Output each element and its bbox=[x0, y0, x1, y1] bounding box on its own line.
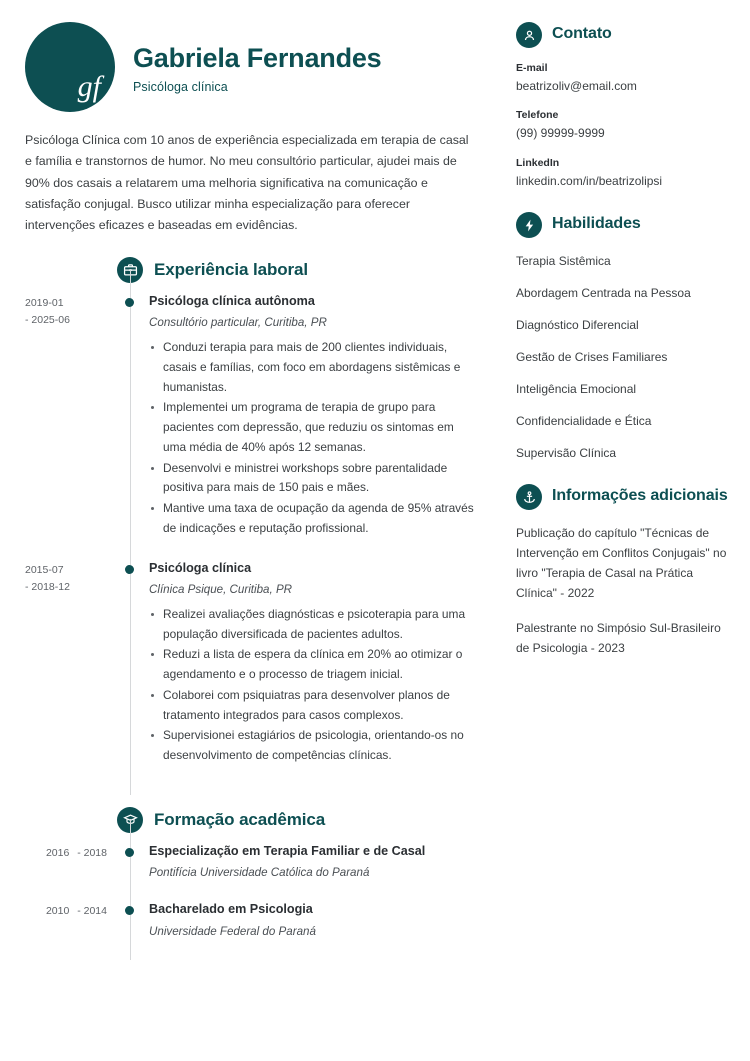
timeline-dot bbox=[125, 565, 134, 574]
experience-organization: Consultório particular, Curitiba, PR bbox=[149, 316, 327, 329]
skills-section-title: Habilidades bbox=[552, 215, 641, 233]
name-block bbox=[133, 40, 382, 95]
date-start: 2010 bbox=[45, 905, 70, 918]
date-start: 2016 bbox=[45, 846, 70, 859]
experience-item-body bbox=[107, 293, 478, 540]
avatar bbox=[25, 22, 115, 112]
profile-job-title: Psicóloga clínica bbox=[133, 80, 228, 95]
list-item: Inteligência Emocional bbox=[516, 382, 637, 397]
skills-section-header bbox=[516, 212, 728, 238]
list-item: Publicação do capítulo "Técnicas de Intervenção em Conflitos Conjugais" no livro "Terapia de Casal na Prática Clínica" - 2022 bbox=[516, 526, 727, 600]
education-item-dates bbox=[25, 901, 107, 937]
profile-summary: Psicóloga Clínica com 10 anos de experiência especializada em terapia de casal e família e transtornos de humor. No meu consultório particular, ajudei mais de 90% dos casais a relatarem uma melhoria significativa na comunicação e satisfação conjugal. Busco utilizar minha especialização para oferecer intervenções eficazes e baseadas em evidências. bbox=[25, 133, 469, 233]
list-item: Mantive uma taxa de ocupação da agenda de 95% através de indicações e reputação profissional. bbox=[149, 499, 478, 539]
experience-bullet-list bbox=[149, 338, 478, 539]
resume-header bbox=[25, 22, 478, 112]
list-item: Supervisionei estagiários de psicologia, orientando-os no desenvolvimento de competências clínicas. bbox=[149, 726, 478, 766]
contact-value[interactable]: (99) 99999-9999 bbox=[516, 126, 605, 141]
contact-field-email bbox=[516, 62, 728, 95]
additional-info-section-title: Informações adicionais bbox=[552, 487, 728, 505]
list-item: Implementei um programa de terapia de grupo para pacientes com depressão, que reduziu os sintomas em uma média de 40% após 12 semanas. bbox=[149, 398, 478, 457]
list-item: Reduzi a lista de espera da clínica em 20% ao otimizar o agendamento e o processo de triagem inicial. bbox=[149, 645, 478, 685]
education-item-body bbox=[107, 901, 478, 937]
date-start: 2015-07 bbox=[25, 563, 64, 576]
list-item: Palestrante no Simpósio Sul-Brasileiro de Psicologia - 2023 bbox=[516, 620, 721, 655]
contact-field-linkedin bbox=[516, 157, 728, 190]
contact-field-phone bbox=[516, 109, 728, 142]
list-item: Desenvolvi e ministrei workshops sobre parentalidade positiva para mais de 150 pais e mães. bbox=[149, 459, 478, 499]
timeline-dot bbox=[125, 848, 134, 857]
list-item: Supervisão Clínica bbox=[516, 446, 617, 461]
education-item bbox=[25, 901, 478, 959]
education-section-header bbox=[117, 807, 478, 833]
additional-info-section-header bbox=[516, 484, 728, 510]
experience-item bbox=[25, 293, 478, 554]
skills-section bbox=[516, 212, 728, 462]
avatar-monogram: gf bbox=[77, 70, 101, 103]
contact-label: Telefone bbox=[516, 109, 559, 122]
education-school: Pontifícia Universidade Católica do Paraná bbox=[149, 866, 370, 880]
contact-value[interactable]: beatrizoliv@email.com bbox=[516, 79, 637, 93]
experience-item bbox=[25, 560, 478, 781]
anchor-icon bbox=[516, 484, 542, 510]
education-item-body bbox=[107, 843, 478, 879]
list-item: Abordagem Centrada na Pessoa bbox=[516, 286, 691, 301]
date-start: 2019-01 bbox=[25, 296, 64, 309]
education-degree: Bacharelado em Psicologia bbox=[149, 902, 313, 917]
experience-item-dates bbox=[25, 560, 107, 767]
list-item: Confidencialidade e Ética bbox=[516, 414, 652, 429]
list-item: Diagnóstico Diferencial bbox=[516, 318, 639, 333]
person-icon bbox=[516, 22, 542, 48]
date-end: - 2025-06 bbox=[25, 313, 70, 326]
experience-organization: Clínica Psique, Curitiba, PR bbox=[149, 582, 293, 596]
experience-item-body bbox=[107, 560, 478, 767]
date-end: - 2018 bbox=[77, 846, 107, 859]
education-item bbox=[25, 843, 478, 901]
education-section-title: Formação acadêmica bbox=[154, 809, 326, 829]
education-item-dates bbox=[25, 843, 107, 879]
contact-label: LinkedIn bbox=[516, 156, 560, 169]
education-timeline bbox=[25, 843, 478, 960]
experience-timeline bbox=[25, 293, 478, 781]
sidebar bbox=[500, 0, 750, 1061]
experience-section-header bbox=[117, 257, 478, 283]
date-end: - 2018-12 bbox=[25, 580, 70, 593]
page-title: Gabriela Fernandes bbox=[133, 42, 382, 73]
list-item: Terapia Sistêmica bbox=[516, 254, 611, 269]
list-item: Gestão de Crises Familiares bbox=[516, 350, 668, 365]
date-end: - 2014 bbox=[77, 905, 107, 918]
timeline-dot bbox=[125, 298, 134, 307]
additional-info-section bbox=[516, 484, 728, 658]
experience-role: Psicóloga clínica bbox=[149, 560, 252, 575]
contact-value[interactable]: linkedin.com/in/beatrizolipsi bbox=[516, 173, 663, 188]
list-item: Realizei avaliações diagnósticas e psicoterapia para uma população diversificada de pacientes adultos. bbox=[149, 605, 478, 645]
contact-section-header bbox=[516, 22, 728, 48]
experience-role: Psicóloga clínica autônoma bbox=[149, 293, 315, 308]
education-degree: Especialização em Terapia Familiar e de Casal bbox=[149, 843, 426, 858]
contact-section-title: Contato bbox=[552, 25, 612, 42]
experience-bullet-list bbox=[149, 605, 478, 766]
experience-section-title: Experiência laboral bbox=[154, 259, 309, 279]
contact-label: E-mail bbox=[516, 62, 548, 74]
list-item: Conduzi terapia para mais de 200 clientes individuais, casais e famílias, com foco em abordagens sistêmicas e humanistas. bbox=[149, 338, 478, 397]
lightning-bolt-icon bbox=[516, 212, 542, 238]
experience-item-dates bbox=[25, 293, 107, 540]
list-item: Colaborei com psiquiatras para desenvolver planos de tratamento integrados para casos complexos. bbox=[149, 686, 478, 726]
education-school: Universidade Federal do Paraná bbox=[149, 924, 316, 938]
